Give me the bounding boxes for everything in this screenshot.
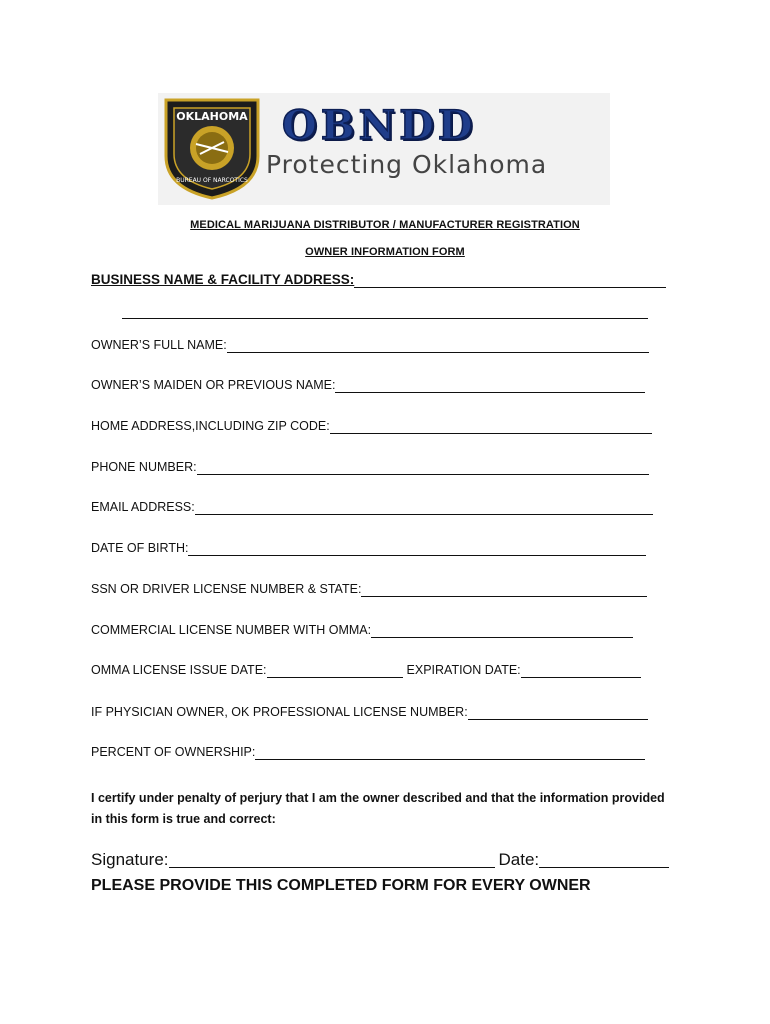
- email-field[interactable]: [91, 499, 653, 515]
- ownership-label: PERCENT OF OWNERSHIP:: [91, 745, 256, 759]
- issue-date-label: OMMA LICENSE ISSUE DATE:: [91, 663, 267, 677]
- seal-top-text: OKLAHOMA: [176, 110, 248, 123]
- owner-name-label: OWNER’S FULL NAME:: [91, 338, 227, 352]
- physician-license-label: IF PHYSICIAN OWNER, OK PROFESSIONAL LICENSE NUMBER:: [91, 705, 468, 719]
- ownership-field[interactable]: [91, 744, 645, 760]
- every-owner-note: PLEASE PROVIDE THIS COMPLETED FORM FOR EVERY OWNER: [91, 877, 591, 894]
- business-line-2[interactable]: [122, 304, 648, 319]
- signature-field[interactable]: [91, 852, 669, 868]
- owner-name-field[interactable]: [91, 337, 649, 353]
- ssn-field[interactable]: [91, 581, 647, 597]
- form-subtitle: OWNER INFORMATION FORM: [305, 246, 465, 258]
- business-line[interactable]: [354, 275, 666, 288]
- commercial-license-label: COMMERCIAL LICENSE NUMBER WITH OMMA:: [91, 623, 372, 637]
- form-title: MEDICAL MARIJUANA DISTRIBUTOR / MANUFACTURER REGISTRATION: [190, 219, 580, 231]
- business-field-continued[interactable]: [122, 304, 648, 319]
- commercial-license-field[interactable]: [91, 622, 633, 638]
- physician-license-field[interactable]: [91, 704, 648, 720]
- license-dates-field[interactable]: [91, 662, 641, 678]
- ssn-label: SSN OR DRIVER LICENSE NUMBER & STATE:: [91, 582, 362, 596]
- date-label: Date:: [498, 850, 540, 869]
- phone-label: PHONE NUMBER:: [91, 460, 197, 474]
- business-field[interactable]: [91, 272, 666, 288]
- obndd-seal-icon: [160, 96, 264, 200]
- maiden-name-line[interactable]: [335, 380, 645, 393]
- brand-logo-text: OBNDD: [282, 102, 477, 149]
- phone-field[interactable]: [91, 459, 649, 475]
- dob-label: DATE OF BIRTH:: [91, 541, 189, 555]
- issue-date-line[interactable]: [267, 665, 403, 678]
- owner-name-line[interactable]: [227, 340, 649, 353]
- ssn-line[interactable]: [361, 584, 647, 597]
- signature-line[interactable]: [169, 852, 495, 868]
- date-line[interactable]: [539, 852, 669, 868]
- commercial-license-line[interactable]: [371, 625, 633, 638]
- maiden-name-label: OWNER’S MAIDEN OR PREVIOUS NAME:: [91, 378, 336, 392]
- maiden-name-field[interactable]: [91, 377, 645, 393]
- certification-statement: I certify under penalty of perjury that I am the owner described and that the information provided in this form is true and correct:: [91, 791, 665, 826]
- email-label: EMAIL ADDRESS:: [91, 500, 195, 514]
- dob-line[interactable]: [188, 543, 646, 556]
- home-address-line[interactable]: [330, 421, 652, 434]
- seal-bottom-text: BUREAU OF NARCOTICS: [176, 177, 248, 184]
- expiration-date-label: EXPIRATION DATE:: [406, 663, 521, 677]
- expiration-date-line[interactable]: [521, 665, 641, 678]
- brand-tagline: Protecting Oklahoma: [266, 150, 548, 179]
- business-label: BUSINESS NAME & FACILITY ADDRESS:: [91, 272, 355, 287]
- home-address-label: HOME ADDRESS,INCLUDING ZIP CODE:: [91, 419, 330, 433]
- dob-field[interactable]: [91, 540, 646, 556]
- home-address-field[interactable]: [91, 418, 652, 434]
- email-line[interactable]: [195, 502, 653, 515]
- signature-label: Signature:: [91, 850, 169, 869]
- ownership-line[interactable]: [255, 747, 645, 760]
- phone-line[interactable]: [197, 462, 649, 475]
- physician-license-line[interactable]: [468, 707, 648, 720]
